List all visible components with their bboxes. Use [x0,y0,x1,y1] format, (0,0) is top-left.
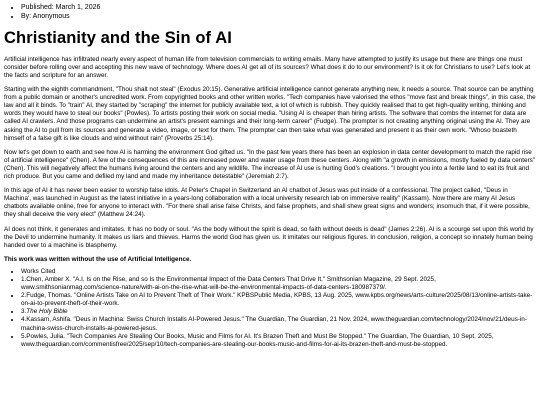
citation-item: • 3.The Holy Bible [21,308,536,316]
article-body [4,56,536,250]
paragraph-false-idols: In this age of AI it has never been easier to worship false idols. At Peter's Chapel in Switzerland an AI chatbot of Jesus was put inside of a confessional. The project called, "Deus in Machina', was launched in August as the latest initiative in a years-long collaboration with a local university research lab on immersive reality" (Kassam). Now there are many AI Jesus chatbots available online, free for anyone to interact with. "For there shall arise false Christs, and false prophets, and shall shew great signs and wonders; insomuch that, if it were possible, they shall deceive the very elect" (Matthew 24:24). [4,187,530,219]
works-cited-list [4,268,536,349]
paragraph-conclusion: AI does not think, it generates and imitates. It has no body or soul. "As the body without the spirit is dead, so faith without deeds is dead" (James 2:26). AI is a scourge set upon this world by the Devil to undermine humanity. It makes us liars and thieves. Harms the world God has given us. It imitates our religious figures. In conclusion, religion, a concept so innately human being handed over to a machine is blasphemy. [4,225,534,249]
citation-item: • 4.Kassam, Ashifa. "Deus in Machina: Swiss Church Installs AI-Powered Jesus." The Guardian, The Guardian, 21 Nov. 2024, www.theguardian.com/technology/2024/nov/21/deus-in-machina-swiss-church-installs-ai-powered-jesus. [21,316,536,332]
published-date: • Published: March 1, 2026 [21,3,536,12]
citation-item: • 1.Chen, Amber X. "A.I. Is on the Rise, and so Is the Environmental Impact of the Data Centers That Drive It." Smithsonian Magazine, 29 Sept. 2025, www.smithsonianmag.com/science-nature/with-ai-on-the-rise-what-will-be-the-environmental-impacts-of-data-centers-180987379/. [21,276,536,292]
article-title: Christianity and the Sin of AI [4,28,232,47]
citation-item: • 5.Powles, Julia. "Tech Companies Are Stealing Our Books, Music and Films for AI. It's Brazen Theft and Must Be Stopped." The Guardian, The Guardian, 10 Sept. 2025, www.theguardian.com/commentisfree/2025/sep/10/tech-companies-are-stealing-our-books-music-and-films-for-ai-its-brazen-theft-and-must-be-stopped. [21,333,536,349]
works-cited-heading: • Works Cited [21,268,536,276]
paragraph-stealing: Starting with the eighth commandment, "Thou shalt not steal" (Exodus 20:15). Generative artificial intelligence cannot generate anything new, it needs a source. That source can be anything from a public domain or another's uncredited work. From copyrighted books and other written works. "Tech companies have valorised the ethos "move fast and break things", in this case, the law and all it binds. To "train" AI, they started by "scraping" the internet for publicly available text, a lot of which is rubbish. They quickly realised that to get high-quality writing, thinking and words they would have to steal our books" (Powles). To artists posting their work on social media. "Using AI is cheaper than hiring artists. The software that combs the internet for data are called AI crawlers. And those programs can undermine an artist's present earnings and their long-term career" (Fudge). The prompter is not creating anything original using the AI. They are asking the AI to pull from its sources and generate a video, image, or text for them. The prompter can then take what was generated and present it as their own work. "Whoso boasteth himself of a false gift is like clouds and wind without rain" (Proverbs 25:14). [4,86,536,142]
meta-list [4,3,536,22]
paragraph-environment: Now let's get down to earth and see how AI is harming the environment God gifted us. "In the past few years there has been an explosion in data center development to match the rapid rise of artificial intelligence" (Chen). A few of the consequences of this are increased power and water usage from these centers. Along with "a growth in emissions, mostly fueled by data centers" (Chen). This will negatively affect the humans living around the centers and any wildlife. The increase of AI use is hurting God's creations. "I brought you into a fertile land to eat its fruit and rich produce. But you came and defiled my land and made my inheritance detestable" (Jeremiah 2:7). [4,148,536,181]
author-byline: • By: Anonymous [21,12,536,21]
citation-item: • 2.Fudge, Thomas. "Online Artists Take on AI to Prevent Theft of Their Work." KPBSPublic Media, KPBS, 13 Aug. 2025, www.kpbs.org/news/arts-culture/2025/08/13/online-artists-take-on-ai-to-prevent-theft-of-their-work. [21,292,536,308]
no-ai-statement: This work was written without the use of Artificial Intelligence. [4,255,192,263]
paragraph-intro: Artificial intelligence has infiltrated nearly every aspect of human life from television commercials to writing emails. Many have attempted to justify its usage but there are things one must consider before rolling over and accepting this new wave of technology. Where does AI get all of its sources? What does it do to our environment? Is it ok for Christians to use? Let's look at the facts and scripture for an answer. [4,55,531,79]
